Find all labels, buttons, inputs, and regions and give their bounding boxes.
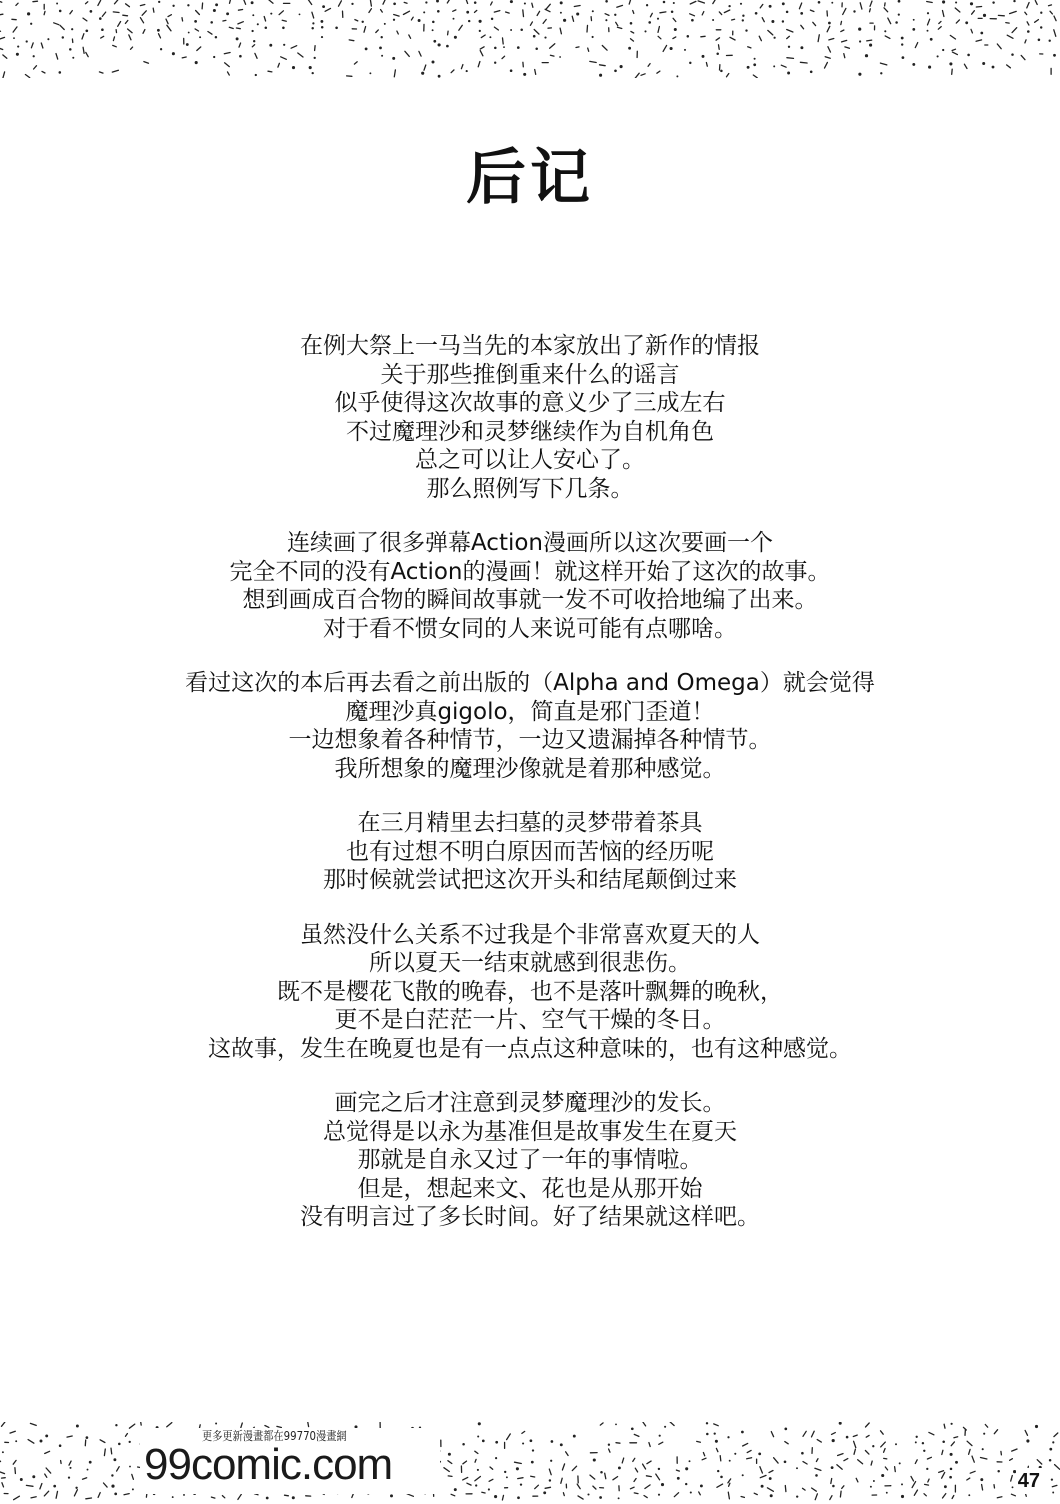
- afterword-paragraph: [0, 809, 1060, 895]
- text-line: 我所想象的魔理沙像就是着那种感觉。: [334, 755, 726, 782]
- text-line: 那时候就尝试把这次开头和结尾颠倒过来: [323, 867, 737, 893]
- afterword-paragraph: [0, 669, 1060, 783]
- text-line: 关于那些推倒重来什么的谣言: [380, 361, 680, 388]
- watermark-tagline: 更多更新漫畫都在99770漫畫網: [202, 1429, 347, 1443]
- text-line: 一边想象着各种情节，一边又遗漏掉各种情节。: [288, 727, 772, 753]
- page-title: 后记: [466, 143, 594, 213]
- text-line: 对于看不惯女同的人来说可能有点哪啥。: [323, 615, 737, 642]
- text-line: 魔理沙真gigolo，简直是邪门歪道！: [345, 698, 715, 725]
- text-line: 也有过想不明白原因而苦恼的经历呢: [346, 838, 714, 865]
- afterword-paragraph: [0, 921, 1060, 1064]
- text-line: 不过魔理沙和灵梦继续作为自机角色: [346, 418, 714, 445]
- page-number: 47: [1017, 1470, 1040, 1492]
- text-line: 那么照例写下几条。: [426, 475, 634, 502]
- text-line: 总觉得是以永为基准但是故事发生在夏天: [323, 1118, 737, 1145]
- watermark-site-name: 99comic.com: [144, 1440, 393, 1489]
- afterword-paragraph: [0, 1089, 1060, 1232]
- text-line: 连续画了很多弹幕Action漫画所以这次要画一个: [286, 530, 774, 556]
- top-dot-pattern: [0, 0, 1060, 78]
- text-line: 似乎使得这次故事的意义少了三成左右: [334, 390, 726, 416]
- text-line: 完全不同的没有Action的漫画！就这样开始了这次的故事。: [229, 558, 831, 585]
- site-watermark: [140, 1428, 440, 1494]
- afterword-paragraph: [0, 332, 1060, 503]
- text-line: 但是，想起来文、花也是从那开始: [357, 1175, 703, 1202]
- text-line: 在三月精里去扫墓的灵梦带着茶具: [357, 810, 703, 836]
- afterword-text: [0, 332, 1060, 1258]
- text-line: 没有明言过了多长时间。好了结果就这样吧。: [300, 1204, 760, 1230]
- text-line: 这故事，发生在晚夏也是有一点点这种意味的，也有这种感觉。: [208, 1035, 852, 1062]
- text-line: 既不是樱花飞散的晚春，也不是落叶飘舞的晚秋，: [277, 978, 783, 1005]
- text-line: 看过这次的本后再去看之前出版的（Alpha and Omega）就会觉得: [185, 670, 875, 696]
- text-line: 那就是自永又过了一年的事情啦。: [357, 1147, 703, 1173]
- text-line: 总之可以让人安心了。: [415, 447, 645, 473]
- text-line: 想到画成百合物的瞬间故事就一发不可收拾地编了出来。: [242, 587, 818, 613]
- text-line: 更不是白茫茫一片、空气干燥的冬日。: [334, 1007, 726, 1033]
- text-line: 所以夏天一结束就感到很悲伤。: [369, 950, 691, 976]
- afterword-paragraph: [0, 529, 1060, 643]
- text-line: 虽然没什么关系不过我是个非常喜欢夏天的人: [300, 921, 760, 948]
- text-line: 画完之后才注意到灵梦魔理沙的发长。: [334, 1090, 726, 1116]
- text-line: 在例大祭上一马当先的本家放出了新作的情报: [300, 333, 760, 359]
